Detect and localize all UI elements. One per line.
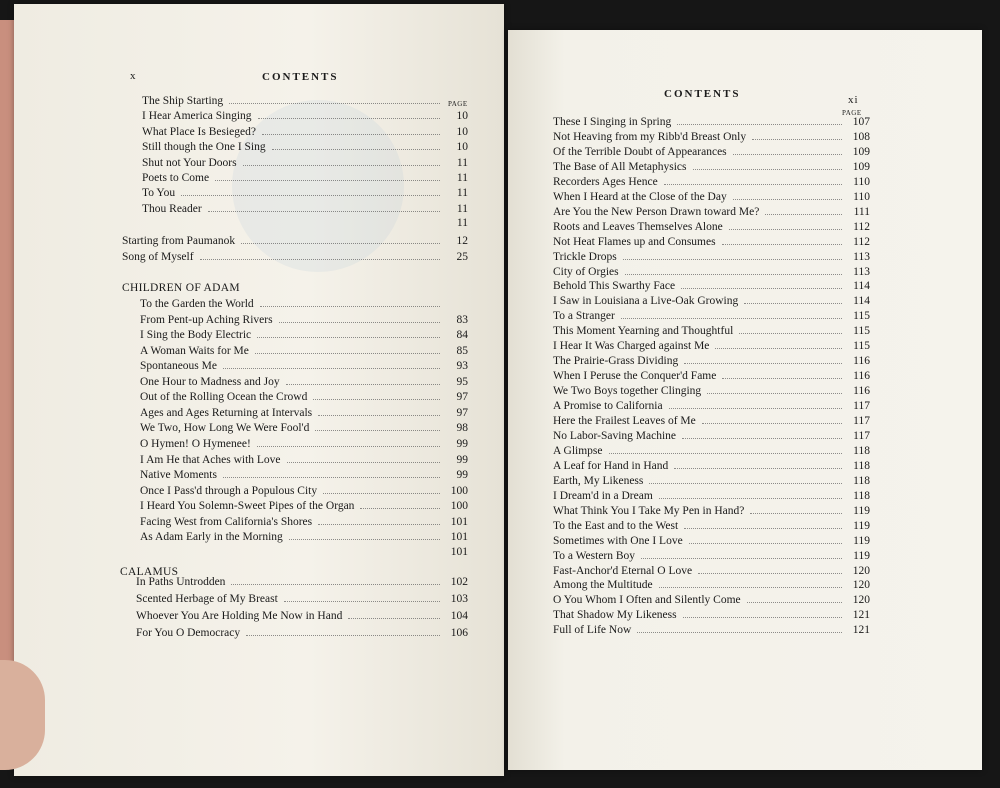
toc-entry xyxy=(553,458,870,472)
toc-entry-title: Whoever You Are Holding Me Now in Hand xyxy=(136,610,343,622)
leader-dots xyxy=(609,443,842,454)
section-children-of-adam: CHILDREN OF ADAM xyxy=(122,282,240,294)
left-heading: CONTENTS xyxy=(262,71,339,83)
toc-entry-page: 101 xyxy=(450,515,468,528)
toc-entry-page: 11 xyxy=(456,202,468,215)
toc-entry-page: 116 xyxy=(853,370,870,383)
toc-entry-title: That Shadow My Likeness xyxy=(553,609,677,622)
toc-entry-title: Roots and Leaves Themselves Alone xyxy=(553,220,723,233)
toc-entry-page: 109 xyxy=(852,160,870,173)
leader-dots xyxy=(677,114,842,125)
leader-dots xyxy=(148,216,440,226)
left-page-label: PAGE xyxy=(448,100,468,108)
toc-entry-page: 119 xyxy=(853,534,870,547)
toc-entry-title: As Adam Early in the Morning xyxy=(140,531,283,544)
right-folio: xi xyxy=(848,94,859,106)
left-folio: x xyxy=(130,70,137,82)
toc-entry xyxy=(140,358,468,372)
right-page xyxy=(508,30,982,770)
toc-entry xyxy=(140,374,468,388)
right-heading: CONTENTS xyxy=(664,88,741,100)
toc-entry xyxy=(142,201,468,215)
toc-entry-page: 93 xyxy=(456,360,468,373)
toc-entry-page: 116 xyxy=(853,385,870,398)
toc-entry xyxy=(140,452,468,466)
toc-entry xyxy=(553,189,870,203)
toc-entry-page: 114 xyxy=(853,280,870,293)
toc-entry xyxy=(553,249,870,263)
toc-entry-title: What Think You I Take My Pen in Hand? xyxy=(553,504,745,517)
toc-entry-page: 112 xyxy=(853,235,870,248)
toc-entry-page: 115 xyxy=(853,325,870,338)
toc-entry-title: The Ship Starting xyxy=(142,95,224,107)
leader-dots xyxy=(257,327,440,338)
toc-entry xyxy=(553,398,870,412)
leader-dots xyxy=(752,129,842,140)
toc-entry-page: 119 xyxy=(853,549,870,562)
toc-entry xyxy=(142,108,468,122)
toc-entry-title: Are You the New Person Drawn toward Me? xyxy=(553,205,760,218)
leader-dots xyxy=(669,398,842,409)
toc-entry-title: We Two Boys together Clinging xyxy=(553,385,702,398)
toc-entry xyxy=(142,93,468,107)
toc-entry-page: 99 xyxy=(456,469,468,482)
leader-dots xyxy=(318,514,440,525)
toc-entry xyxy=(142,216,468,230)
toc-entry-title: A Glimpse xyxy=(553,444,603,457)
toc-entry xyxy=(140,545,468,559)
toc-entry xyxy=(140,405,468,419)
leader-dots xyxy=(684,518,842,529)
toc-entry-page: 11 xyxy=(456,217,468,230)
toc-entry-page: 11 xyxy=(456,156,468,169)
toc-entry-title: For You O Democracy xyxy=(136,627,241,639)
leader-dots xyxy=(664,174,842,185)
toc-entry-title: I Dream'd in a Dream xyxy=(553,489,653,502)
toc-entry-page: 117 xyxy=(853,400,870,413)
toc-entry xyxy=(140,529,468,543)
toc-entry-title: Shut not Your Doors xyxy=(142,156,237,169)
leader-dots xyxy=(698,563,842,574)
toc-entry xyxy=(140,296,468,310)
leader-dots xyxy=(258,108,440,119)
leader-dots xyxy=(707,383,842,394)
toc-entry-title: To a Western Boy xyxy=(553,549,636,562)
right-page-label: PAGE xyxy=(842,109,862,117)
toc-entry-page: 101 xyxy=(450,531,468,544)
toc-entry-title: Full of Life Now xyxy=(553,624,632,637)
toc-entry-page: 11 xyxy=(456,172,468,184)
toc-entry xyxy=(136,574,468,588)
leader-dots xyxy=(241,233,440,244)
leader-dots xyxy=(641,548,842,559)
toc-entry-title: O Hymen! O Hymenee! xyxy=(140,437,251,450)
toc-entry xyxy=(553,577,870,591)
toc-entry-page: 118 xyxy=(853,444,870,457)
toc-entry xyxy=(553,563,870,577)
toc-entry xyxy=(553,383,870,397)
leader-dots xyxy=(649,473,842,484)
toc-entry xyxy=(142,124,468,138)
toc-entry-page: 84 xyxy=(456,329,468,342)
leader-dots xyxy=(257,436,440,447)
toc-entry-page: 85 xyxy=(456,344,468,357)
toc-entry-title: Not Heaving from my Ribb'd Breast Only xyxy=(553,130,747,143)
toc-entry-title: Starting from Paumanok xyxy=(122,235,236,247)
toc-entry-title: We Two, How Long We Were Fool'd xyxy=(140,422,310,435)
leader-dots xyxy=(146,545,440,555)
toc-entry xyxy=(140,467,468,481)
leader-dots xyxy=(689,533,842,544)
leader-dots xyxy=(313,389,440,400)
leader-dots xyxy=(739,323,842,334)
toc-entry-page: 83 xyxy=(456,313,468,326)
toc-entry xyxy=(142,170,468,184)
toc-entry-page: 113 xyxy=(853,250,870,263)
toc-entry-page: 107 xyxy=(852,116,870,128)
toc-entry-title: Thou Reader xyxy=(142,202,202,215)
toc-entry-title: These I Singing in Spring xyxy=(553,116,672,128)
leader-dots xyxy=(659,577,842,588)
leader-dots xyxy=(765,204,842,215)
toc-entry-title: Facing West from California's Shores xyxy=(140,515,313,528)
toc-entry-page: 119 xyxy=(853,519,870,532)
leader-dots xyxy=(279,312,440,323)
toc-entry xyxy=(136,608,468,622)
toc-entry xyxy=(140,498,468,512)
toc-entry xyxy=(553,533,870,547)
leader-dots xyxy=(231,574,440,585)
toc-entry xyxy=(553,234,870,248)
leader-dots xyxy=(215,170,440,181)
toc-entry-title: Poets to Come xyxy=(142,172,210,184)
leader-dots xyxy=(318,405,440,416)
toc-entry xyxy=(142,155,468,169)
toc-entry xyxy=(122,233,468,247)
toc-entry-title: Still though the One I Sing xyxy=(142,141,266,154)
leader-dots xyxy=(287,452,440,463)
leader-dots xyxy=(674,458,842,469)
toc-entry-page: 103 xyxy=(450,593,468,605)
leader-dots xyxy=(637,622,842,633)
toc-entry-page: 110 xyxy=(853,190,870,203)
toc-entry-title: Behold This Swarthy Face xyxy=(553,280,676,293)
toc-entry-title: Among the Multitude xyxy=(553,579,653,592)
leader-dots xyxy=(693,159,842,170)
toc-entry-title: Of the Terrible Doubt of Appearances xyxy=(553,145,727,158)
toc-entry-page: 118 xyxy=(853,489,870,502)
toc-entry-page: 97 xyxy=(456,406,468,419)
toc-entry xyxy=(553,443,870,457)
leader-dots xyxy=(681,278,842,289)
toc-entry xyxy=(140,389,468,403)
toc-entry xyxy=(553,622,870,636)
toc-entry-title: City of Orgies xyxy=(553,265,619,278)
toc-entry-title: A Woman Waits for Me xyxy=(140,344,249,357)
toc-entry xyxy=(140,514,468,528)
leader-dots xyxy=(260,296,440,307)
toc-entry-page: 120 xyxy=(852,564,870,577)
toc-entry xyxy=(136,625,468,639)
toc-entry-title: I Heard You Solemn-Sweet Pipes of the Organ xyxy=(140,500,355,513)
toc-entry xyxy=(553,129,870,143)
toc-entry-title: When I Heard at the Close of the Day xyxy=(553,190,727,203)
leader-dots xyxy=(625,264,842,275)
leader-dots xyxy=(684,353,842,364)
leader-dots xyxy=(348,608,440,619)
toc-entry-page: 120 xyxy=(852,594,870,607)
toc-entry xyxy=(553,114,870,128)
toc-entry-title: Once I Pass'd through a Populous City xyxy=(140,484,318,497)
leader-dots xyxy=(729,219,842,230)
toc-entry xyxy=(553,174,870,188)
leader-dots xyxy=(715,338,842,349)
toc-entry-title: I Sing the Body Electric xyxy=(140,329,252,342)
leader-dots xyxy=(722,234,842,245)
toc-entry-page: 100 xyxy=(450,500,468,513)
toc-entry-page: 100 xyxy=(450,484,468,497)
leader-dots xyxy=(272,139,440,150)
toc-entry-title: To the East and to the West xyxy=(553,519,679,532)
toc-entry-title: Song of Myself xyxy=(122,250,194,263)
toc-entry xyxy=(553,368,870,382)
leader-dots xyxy=(181,185,440,196)
toc-entry xyxy=(553,353,870,367)
toc-entry-page: 121 xyxy=(852,624,870,637)
leader-dots xyxy=(733,144,842,155)
leader-dots xyxy=(289,529,440,540)
toc-entry-page: 115 xyxy=(853,310,870,323)
toc-entry xyxy=(553,144,870,158)
leader-dots xyxy=(683,607,842,618)
toc-entry-title: No Labor-Saving Machine xyxy=(553,429,677,442)
leader-dots xyxy=(229,93,440,104)
leader-dots xyxy=(243,155,440,166)
toc-entry xyxy=(553,323,870,337)
toc-entry xyxy=(553,219,870,233)
leader-dots xyxy=(284,591,440,602)
toc-entry-title: The Base of All Metaphysics xyxy=(553,160,687,173)
toc-entry-page: 121 xyxy=(852,609,870,622)
toc-entry xyxy=(553,308,870,322)
toc-entry xyxy=(553,338,870,352)
toc-entry-title: I Hear America Singing xyxy=(142,110,252,123)
toc-entry-page: 11 xyxy=(456,187,468,200)
toc-entry-title: One Hour to Madness and Joy xyxy=(140,375,280,388)
leader-dots xyxy=(750,503,842,514)
leader-dots xyxy=(722,368,842,379)
toc-entry-page: 10 xyxy=(456,125,468,138)
toc-entry-title: Out of the Rolling Ocean the Crowd xyxy=(140,391,308,404)
toc-entry xyxy=(553,428,870,442)
toc-entry-page: 115 xyxy=(853,340,870,353)
toc-entry-page: 112 xyxy=(853,220,870,233)
toc-entry-title: O You Whom I Often and Silently Come xyxy=(553,594,741,607)
toc-entry-page: 101 xyxy=(450,545,468,558)
toc-entry-title: I Am He that Aches with Love xyxy=(140,453,281,466)
toc-entry-title: To the Garden the World xyxy=(140,298,254,310)
toc-entry-page: 25 xyxy=(456,250,468,263)
toc-entry-page: 113 xyxy=(853,265,870,278)
toc-entry-page: 10 xyxy=(456,110,468,123)
toc-entry-page: 99 xyxy=(456,453,468,466)
toc-entry xyxy=(553,413,870,427)
toc-entry-title: From Pent-up Aching Rivers xyxy=(140,313,273,326)
toc-entry-page: 117 xyxy=(853,429,870,442)
toc-entry-title: I Hear It Was Charged against Me xyxy=(553,340,710,353)
toc-entry-title: To You xyxy=(142,187,176,200)
toc-entry xyxy=(553,503,870,517)
left-page xyxy=(14,4,504,776)
toc-entry-title: Scented Herbage of My Breast xyxy=(136,593,278,605)
toc-entry xyxy=(553,204,870,218)
toc-entry-title: Ages and Ages Returning at Intervals xyxy=(140,406,313,419)
leader-dots xyxy=(744,293,842,304)
toc-entry-title: I Saw in Louisiana a Live-Oak Growing xyxy=(553,295,739,308)
toc-entry-title: When I Peruse the Conquer'd Fame xyxy=(553,370,717,383)
toc-entry xyxy=(142,185,468,199)
leader-dots xyxy=(682,428,842,439)
leader-dots xyxy=(208,201,440,212)
toc-entry xyxy=(553,264,870,278)
toc-entry xyxy=(140,483,468,497)
toc-entry-title: A Promise to California xyxy=(553,400,663,413)
toc-entry-page: 119 xyxy=(853,504,870,517)
toc-entry-page: 118 xyxy=(853,459,870,472)
toc-entry xyxy=(140,436,468,450)
leader-dots xyxy=(286,374,440,385)
toc-entry-page: 117 xyxy=(853,415,870,427)
toc-entry-page: 110 xyxy=(853,175,870,188)
toc-entry-page: 106 xyxy=(450,627,468,639)
toc-entry xyxy=(553,293,870,307)
toc-entry-title: Spontaneous Me xyxy=(140,360,217,373)
toc-entry xyxy=(553,159,870,173)
toc-entry-title: Trickle Drops xyxy=(553,250,617,263)
toc-entry-title: A Leaf for Hand in Hand xyxy=(553,459,669,472)
toc-entry-title: Native Moments xyxy=(140,469,217,482)
toc-entry xyxy=(553,548,870,562)
toc-entry xyxy=(142,139,468,153)
toc-entry xyxy=(553,488,870,502)
toc-entry-page: 98 xyxy=(456,422,468,435)
toc-entry-page: 109 xyxy=(852,145,870,158)
toc-entry xyxy=(553,278,870,292)
toc-entry xyxy=(122,249,468,263)
leader-dots xyxy=(255,343,440,354)
leader-dots xyxy=(223,358,440,369)
leader-dots xyxy=(360,498,440,509)
leader-dots xyxy=(262,124,440,135)
toc-entry-page: 95 xyxy=(456,375,468,388)
leader-dots xyxy=(659,488,842,499)
toc-entry-page: 108 xyxy=(852,130,870,143)
section-calamus: CALAMUS xyxy=(120,566,179,578)
toc-entry xyxy=(553,592,870,606)
leader-dots xyxy=(246,625,440,636)
toc-entry-title: Recorders Ages Hence xyxy=(553,175,658,188)
toc-entry-title: To a Stranger xyxy=(553,310,615,323)
toc-entry-title: What Place Is Besieged? xyxy=(142,125,256,138)
leader-dots xyxy=(733,189,842,200)
toc-entry xyxy=(140,420,468,434)
toc-entry-page: 99 xyxy=(456,437,468,450)
toc-entry xyxy=(140,312,468,326)
toc-entry xyxy=(136,591,468,605)
toc-entry-title: This Moment Yearning and Thoughtful xyxy=(553,325,734,338)
leader-dots xyxy=(315,420,440,431)
toc-entry-title: Earth, My Likeness xyxy=(553,474,644,487)
leader-dots xyxy=(323,483,440,494)
toc-entry xyxy=(553,473,870,487)
toc-entry-page: 102 xyxy=(450,576,468,588)
toc-entry-page: 10 xyxy=(456,141,468,154)
toc-entry-page: 118 xyxy=(853,474,870,487)
leader-dots xyxy=(623,249,842,260)
toc-entry-title: Here the Frailest Leaves of Me xyxy=(553,415,696,427)
toc-entry-title: Fast-Anchor'd Eternal O Love xyxy=(553,564,693,577)
toc-entry-title: The Prairie-Grass Dividing xyxy=(553,355,679,368)
toc-entry xyxy=(553,518,870,532)
toc-entry-page: 114 xyxy=(853,295,870,308)
toc-entry xyxy=(140,343,468,357)
toc-entry-title: Sometimes with One I Love xyxy=(553,534,683,547)
toc-entry-title: Not Heat Flames up and Consumes xyxy=(553,235,716,248)
leader-dots xyxy=(621,308,842,319)
toc-entry-page: 104 xyxy=(450,610,468,622)
toc-entry-page: 116 xyxy=(853,355,870,368)
toc-entry-page: 120 xyxy=(852,579,870,592)
leader-dots xyxy=(200,249,440,260)
toc-entry-title: In Paths Untrodden xyxy=(136,576,226,588)
toc-entry-page: 97 xyxy=(456,391,468,404)
toc-entry-page: 12 xyxy=(456,235,468,247)
leader-dots xyxy=(223,467,440,478)
toc-entry xyxy=(140,327,468,341)
leader-dots xyxy=(747,592,842,603)
leader-dots xyxy=(702,413,842,424)
toc-entry xyxy=(553,607,870,621)
toc-entry-page: 111 xyxy=(853,205,870,218)
